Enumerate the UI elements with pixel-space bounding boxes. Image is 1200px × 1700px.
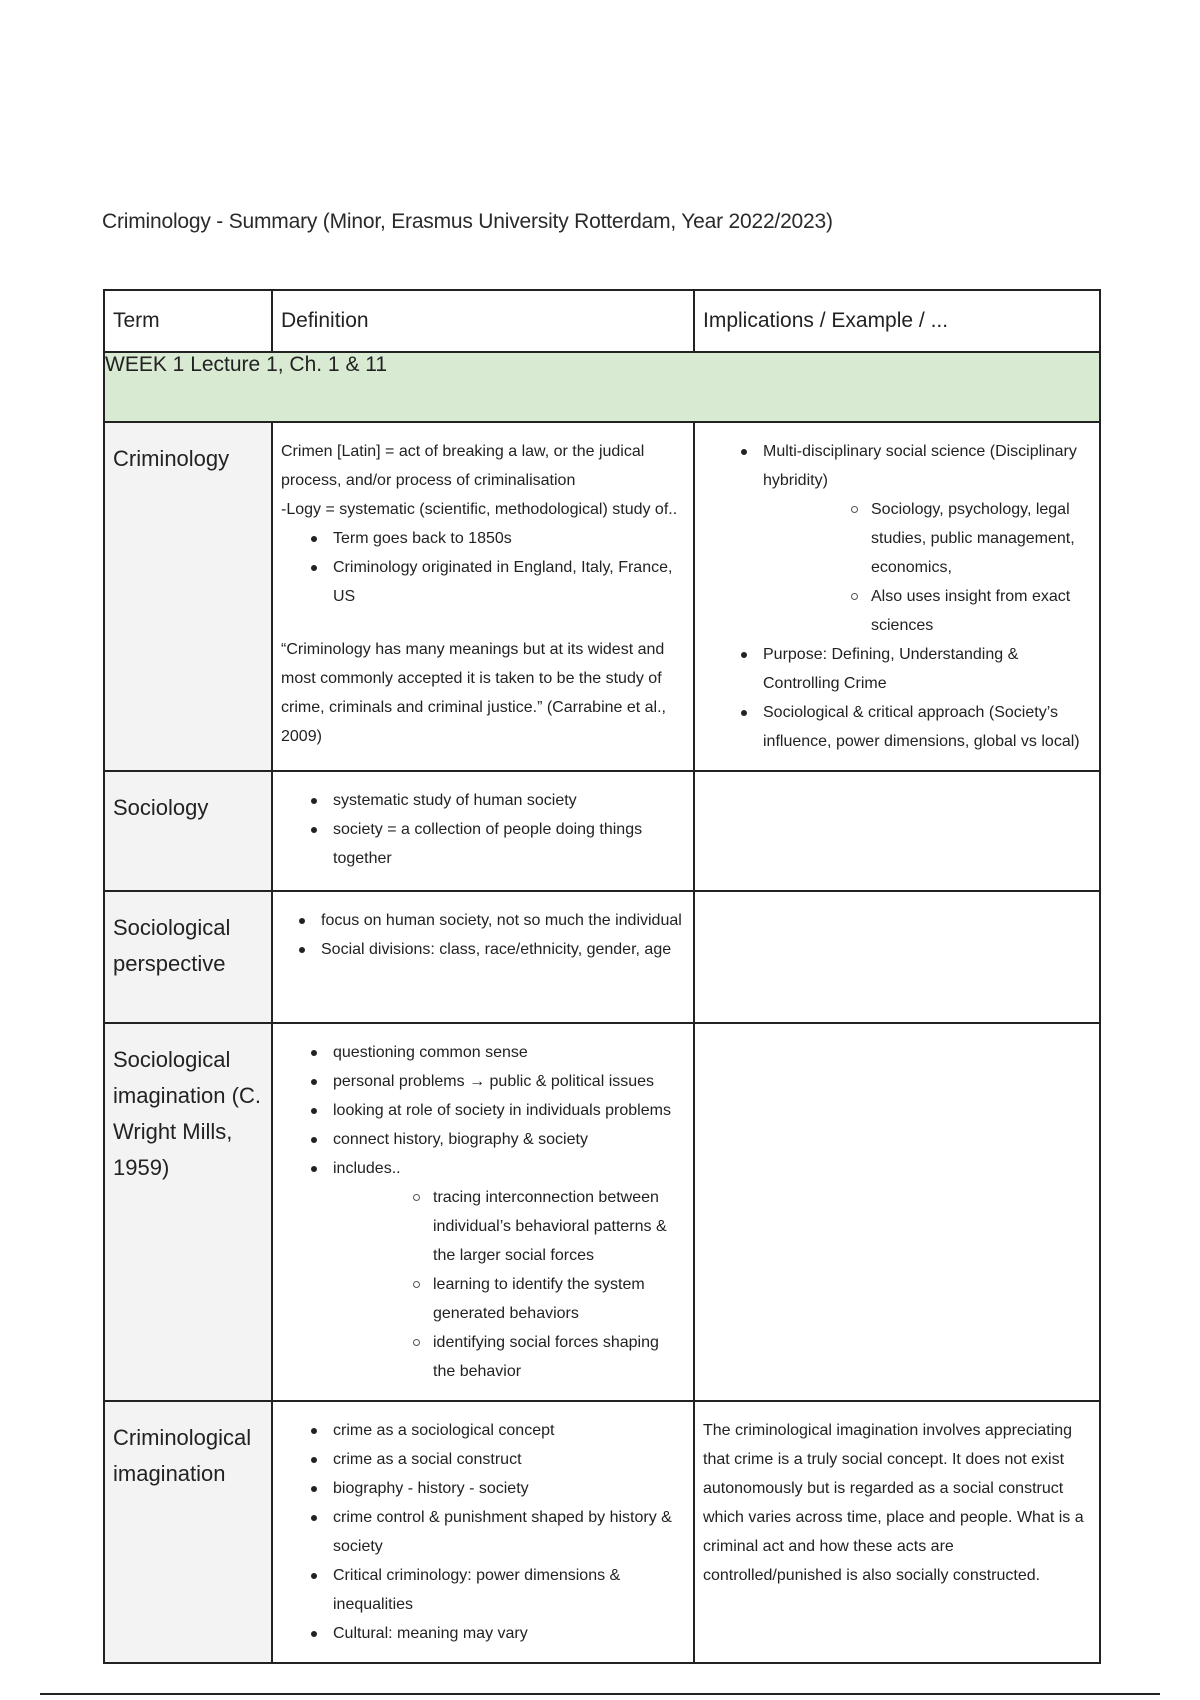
list-item: Criminology originated in England, Italy, France, US <box>281 553 683 611</box>
list-item: Sociological & critical approach (Society’s influence, power dimensions, global vs local) <box>703 698 1089 756</box>
week-banner: WEEK 1 Lecture 1, Ch. 1 & 11 <box>104 352 1100 422</box>
definition-quote: “Criminology has many meanings but at its widest and most commonly accepted it is taken to be the study of crime, criminals and criminal justice.” (Carrabine et al., 2009) <box>281 641 666 745</box>
sub-list-item: tracing interconnection between individual’s behavioral patterns & the larger social forces <box>333 1183 683 1270</box>
table-row <box>104 1023 1100 1401</box>
list-item-text: Multi-disciplinary social science (Disciplinary hybridity) <box>763 443 1077 489</box>
definition-cell <box>272 1401 694 1663</box>
list-item: crime as a sociological concept <box>281 1416 683 1445</box>
list-item: Term goes back to 1850s <box>281 524 683 553</box>
document-title: Criminology - Summary (Minor, Erasmus University Rotterdam, Year 2022/2023) <box>102 210 833 233</box>
list-item: Critical criminology: power dimensions & inequalities <box>281 1561 683 1619</box>
page-bottom-divider <box>40 1693 1160 1695</box>
table-row <box>104 891 1100 1023</box>
sub-list-item: Sociology, psychology, legal studies, public management, economics, <box>763 495 1089 582</box>
term-cell: Sociological imagination (C. Wright Mills, 1959) <box>104 1023 272 1401</box>
column-header-definition: Definition <box>272 290 694 352</box>
list-item: biography - history - society <box>281 1474 683 1503</box>
implications-cell <box>694 891 1100 1023</box>
definition-cell <box>272 1023 694 1401</box>
list-item: personal problems → public & political issues <box>281 1067 683 1096</box>
list-item: connect history, biography & society <box>281 1125 683 1154</box>
implications-cell <box>694 1023 1100 1401</box>
list-item-text: includes.. <box>333 1160 401 1177</box>
definition-text: Crimen [Latin] = act of breaking a law, or the judical process, and/or process of criminalisation <box>281 443 645 489</box>
term-cell: Criminological imagination <box>104 1401 272 1663</box>
list-item: crime control & punishment shaped by history & society <box>281 1503 683 1561</box>
table-row <box>104 422 1100 771</box>
summary-table <box>103 289 1101 1664</box>
list-item: Cultural: meaning may vary <box>281 1619 683 1648</box>
term-cell: Criminology <box>104 422 272 771</box>
sub-list-item: learning to identify the system generated behaviors <box>333 1270 683 1328</box>
list-item: focus on human society, not so much the individual <box>281 906 683 935</box>
table-row <box>104 771 1100 891</box>
term-cell: Sociology <box>104 771 272 891</box>
week-banner-row <box>104 352 1100 422</box>
list-item <box>703 437 1089 640</box>
list-item: Social divisions: class, race/ethnicity, gender, age <box>281 935 683 964</box>
sub-list-item: Also uses insight from exact sciences <box>763 582 1089 640</box>
implications-text: The criminological imagination involves appreciating that crime is a truly social concept. It does not exist autonomously but is regarded as a social construct which varies across time, place and people. What is a criminal act and how these acts are controlled/punished is also socially constructed. <box>703 1422 1084 1584</box>
definition-cell <box>272 422 694 771</box>
table-header-row <box>104 290 1100 352</box>
definition-cell <box>272 891 694 1023</box>
list-item: crime as a social construct <box>281 1445 683 1474</box>
column-header-term: Term <box>104 290 272 352</box>
implications-cell <box>694 1401 1100 1663</box>
implications-cell <box>694 771 1100 891</box>
definition-cell <box>272 771 694 891</box>
list-item: systematic study of human society <box>281 786 683 815</box>
list-item: questioning common sense <box>281 1038 683 1067</box>
column-header-implications: Implications / Example / ... <box>694 290 1100 352</box>
term-cell: Sociological perspective <box>104 891 272 1023</box>
list-item: society = a collection of people doing things together <box>281 815 683 873</box>
definition-text: -Logy = systematic (scientific, methodological) study of.. <box>281 501 678 518</box>
list-item: Purpose: Defining, Understanding & Controlling Crime <box>703 640 1089 698</box>
list-item <box>281 1154 683 1386</box>
sub-list-item: identifying social forces shaping the behavior <box>333 1328 683 1386</box>
table-row <box>104 1401 1100 1663</box>
list-item: looking at role of society in individuals problems <box>281 1096 683 1125</box>
implications-cell <box>694 422 1100 771</box>
